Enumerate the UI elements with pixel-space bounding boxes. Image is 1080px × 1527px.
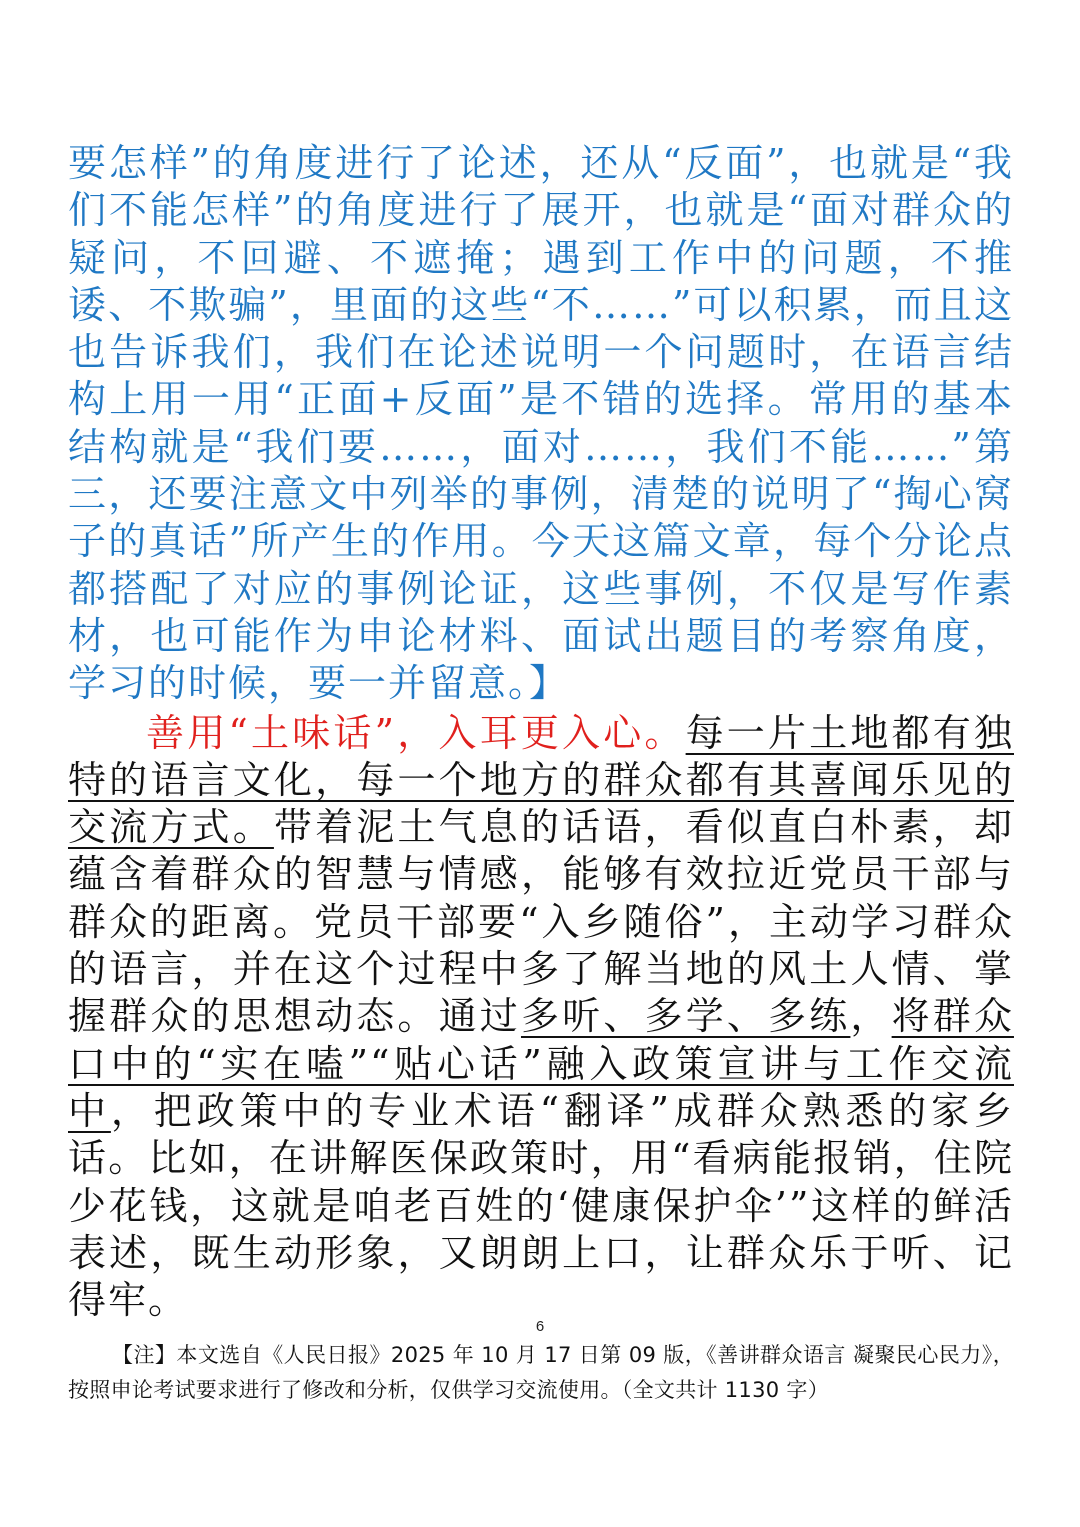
underlined-phrase-integration: 将群众口中的“实在嗑”“贴心话”融入政策宣讲与工作交流中 — [68, 994, 1014, 1133]
underlined-key-sentence: 每一片土地都有独特的语言文化，每一个地方的群众都有其喜闻乐见的交流方式。 — [68, 710, 1014, 850]
body-text-segment: 带着泥土气息的话语，看似直白朴素，却蕴含着群众的智慧与情感，能够有效拉近党员干部与群众的距离。党员干部要“入乡随俗”，主动学习群众的语言，并在这个过程中多了解当地的风土人情、掌握群众的思想动态。通过 — [68, 805, 1014, 1039]
document-body — [68, 140, 1014, 1324]
body-text-comma: ， — [850, 994, 892, 1039]
body-text-segment-end: ，把政策中的专业术语“翻译”成群众熟悉的家乡话。比如，在讲解医保政策时，用“看病能报销，住院少花钱，这就是咱老百姓的‘健康保护伞’”这样的鲜活表述，既生动形象，又朗朗上口，让群众乐于听、记得牢。 — [68, 1088, 1014, 1323]
main-body-paragraph — [68, 710, 1014, 1325]
page-number: 6 — [535, 1318, 545, 1335]
analysis-note-paragraph: 要怎样”的角度进行了论述，还从“反面”，也就是“我们不能怎样”的角度进行了展开，也就是“面对群众的疑问，不回避、不遮掩；遇到工作中的问题，不推诿、不欺骗”，里面的这些“不……”可以积累，而且这也告诉我们，我们在论述说明一个问题时，在语言结构上用一用“正面+反面”是不错的选择。常用的基本结构就是“我们要……，面对……，我们不能……”第三，还要注意文中列举的事例，清楚的说明了“掏心窝子的真话”所产生的作用。今天这篇文章，每个分论点都搭配了对应的事例论证，这些事例，不仅是写作素材，也可能作为申论材料、面试出题目的考察角度，学习的时候，要一并留意。】 — [68, 141, 1014, 706]
source-footnote: 【注】本文选自《人民日报》2025 年 10 月 17 日第 09 版，《善讲群众语言 凝聚民心民力》，按照申论考试要求进行了修改和分析，仅供学习交流使用。（全文共计 1130 字） — [68, 1343, 1014, 1402]
section-heading: 善用“土味话”，入耳更入心。 — [146, 710, 686, 755]
underlined-phrase-methods: 多听、多学、多练 — [520, 994, 851, 1039]
